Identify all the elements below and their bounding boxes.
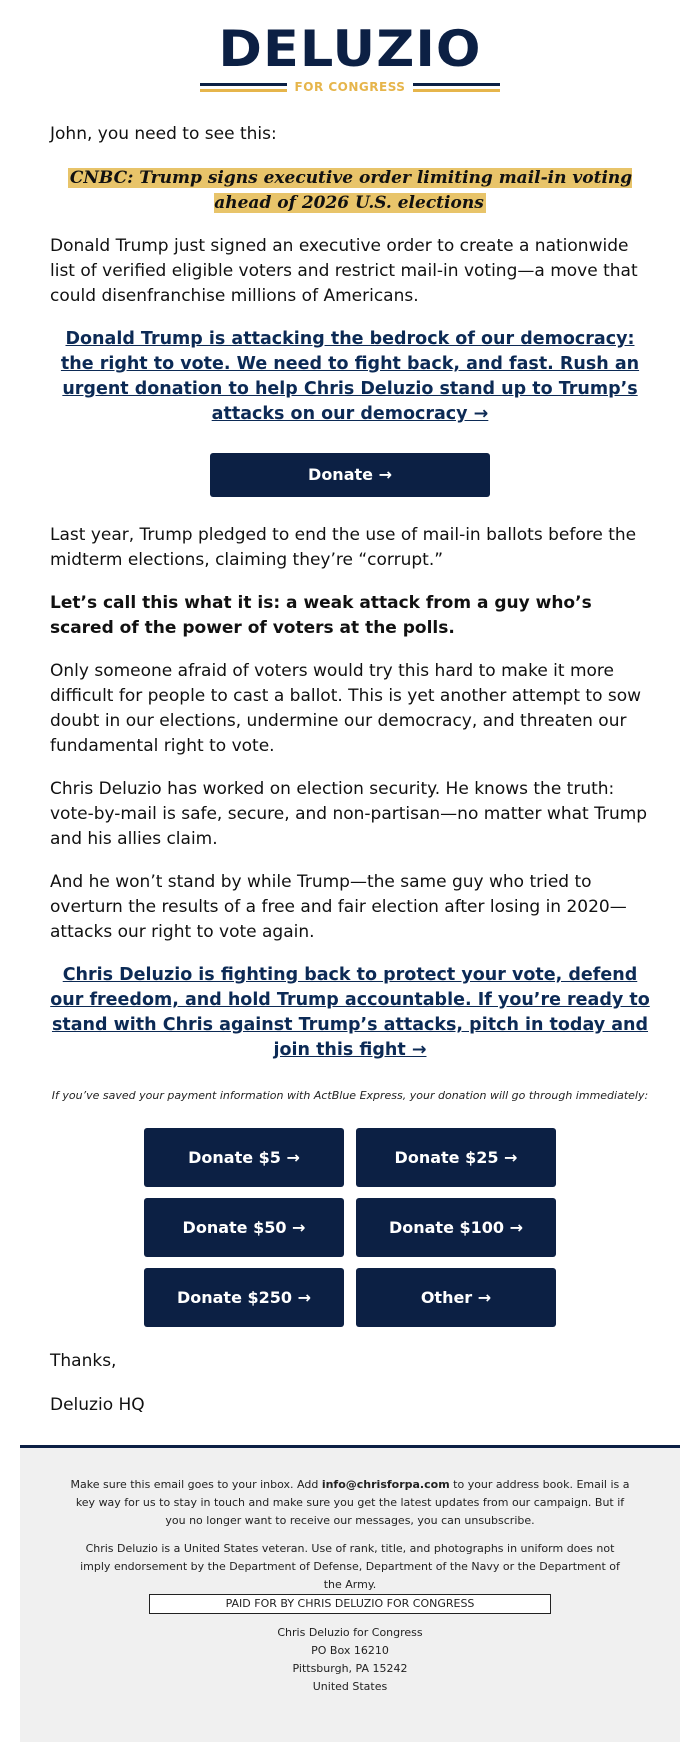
donate-50-button[interactable]: Donate $50 → — [144, 1198, 344, 1257]
news-headline — [50, 166, 650, 216]
footer-veteran-note: Chris Deluzio is a United States veteran. Use of rank, title, and photographs in uniform does not imply endorsement by the Department of Defense, Department of the Navy or the Department of the Army. — [80, 1542, 620, 1591]
paragraph-2: Last year, Trump pledged to end the use of mail-in ballots before the midterm elections, claiming they’re “corrupt.” — [50, 525, 637, 570]
address-line: PO Box 16210 — [311, 1644, 389, 1657]
mailing-address — [20, 1624, 680, 1696]
footer-email-link[interactable]: info@chrisforpa.com — [321, 1478, 450, 1491]
cta-link-1[interactable]: Donald Trump is attacking the bedrock of our democracy: the right to vote. We need to fight back, and fast. Rush an urgent donation to help Chris Deluzio stand up to Trump’s attacks on our democracy → — [60, 329, 640, 424]
donate-100-button[interactable]: Donate $100 → — [356, 1198, 556, 1257]
inbox-note-post: to your address book. Email is a key way for us to stay in touch and make sure you get the latest updates from our campaign. But if you no longer want to receive our messages, you can unsubscribe. — [75, 1478, 630, 1527]
email-body — [0, 122, 700, 1417]
actblue-express-note: If you’ve saved your payment information with ActBlue Express, your donation will go through immediately: — [51, 1089, 649, 1102]
address-line: Chris Deluzio for Congress — [277, 1626, 423, 1639]
paragraph-4: Chris Deluzio has worked on election security. He knows the truth: vote-by-mail is safe, secure, and non-partisan—no matter what Trump and his allies claim. — [50, 779, 648, 849]
logo-rule-right — [413, 83, 500, 92]
signoff-thanks: Thanks, — [50, 1351, 117, 1371]
donate-other-button[interactable]: Other → — [356, 1268, 556, 1327]
paragraph-1: Donald Trump just signed an executive order to create a nationwide list of verified eligible voters and restrict mail-in voting—a move that could disenfranchise millions of Americans. — [50, 236, 638, 306]
donate-button[interactable]: Donate → — [210, 453, 490, 497]
greeting: John, you need to see this: — [50, 124, 277, 144]
donate-25-button[interactable]: Donate $25 → — [356, 1128, 556, 1187]
email-footer — [20, 1445, 680, 1742]
donation-amount-grid — [144, 1128, 556, 1327]
logo-tagline-row — [200, 80, 500, 94]
bold-paragraph: Let’s call this what it is: a weak attack from a guy who’s scared of the power of voters at the polls. — [50, 593, 592, 638]
logo-wordmark: DELUZIO — [218, 20, 482, 78]
logo-tagline: FOR CONGRESS — [294, 80, 406, 94]
address-line: Pittsburgh, PA 15242 — [292, 1662, 408, 1675]
donate-250-button[interactable]: Donate $250 → — [144, 1268, 344, 1327]
paragraph-5: And he won’t stand by while Trump—the same guy who tried to overturn the results of a free and fair election after losing in 2020—attacks our right to vote again. — [50, 872, 627, 942]
paragraph-3: Only someone afraid of voters would try this hard to make it more difficult for people to cast a ballot. This is yet another attempt to sow doubt in our elections, undermine our democracy, and threaten our fundamental right to vote. — [50, 661, 642, 756]
donate-5-button[interactable]: Donate $5 → — [144, 1128, 344, 1187]
cta-link-2[interactable]: Chris Deluzio is fighting back to protect your vote, defend our freedom, and hold Trump accountable. If you’re ready to stand with Chris against Trump’s attacks, pitch in today and join this fight → — [50, 965, 650, 1060]
signoff-from: Deluzio HQ — [50, 1395, 145, 1415]
inbox-note-pre: Make sure this email goes to your inbox. Add — [70, 1478, 322, 1491]
paid-for-box: PAID FOR BY CHRIS DELUZIO FOR CONGRESS — [149, 1594, 551, 1614]
headline-text: CNBC: Trump signs executive order limiting mail-in voting ahead of 2026 U.S. elections — [69, 168, 633, 213]
address-line: United States — [312, 1680, 388, 1693]
campaign-logo — [0, 0, 700, 96]
donate-main-wrap — [50, 453, 650, 497]
footer-inbox-note — [70, 1476, 630, 1530]
logo-rule-left — [200, 83, 287, 92]
